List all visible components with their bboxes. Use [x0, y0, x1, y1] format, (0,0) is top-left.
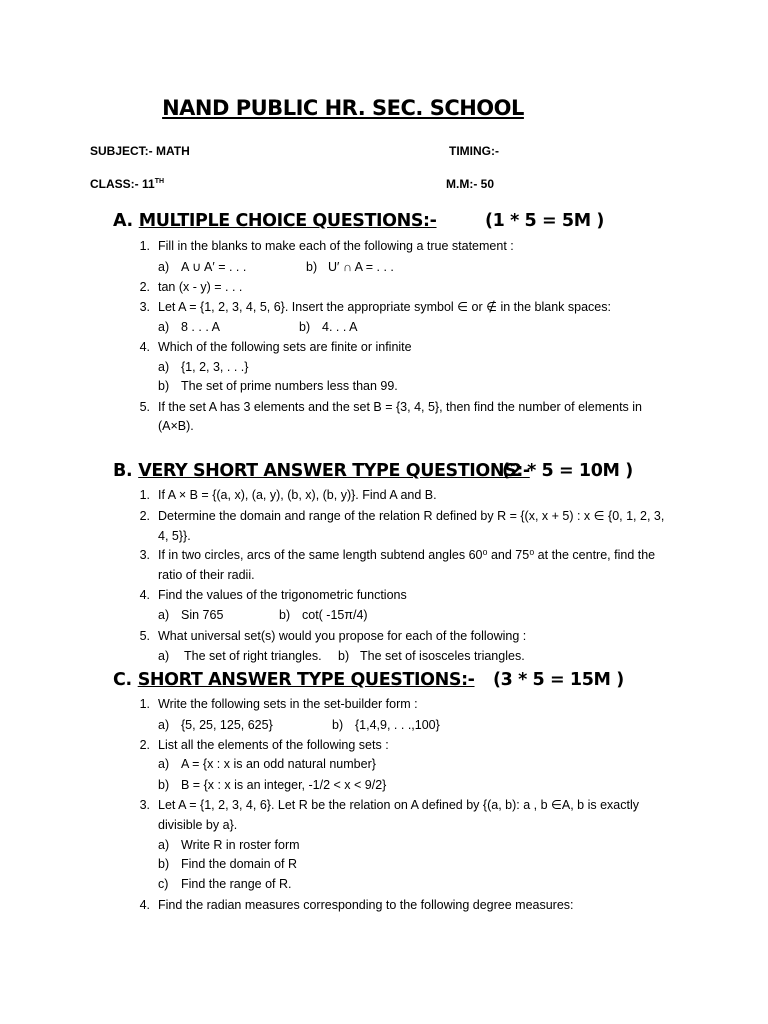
- question-number: 1.: [139, 488, 150, 502]
- question-text: Find the radian measures corresponding to the following degree measures:: [158, 898, 574, 912]
- timing-label: TIMING:-: [449, 144, 499, 158]
- question-number: 4.: [139, 588, 150, 602]
- question-text: tan (x - y) = . . .: [158, 280, 243, 294]
- question-number: 1.: [139, 239, 150, 253]
- option-text: {5, 25, 125, 625}: [181, 718, 273, 732]
- question-text: Write the following sets in the set-builder form :: [158, 697, 418, 711]
- option-label: a): [158, 320, 170, 334]
- option-text: B = {x : x is an integer, -1/2 < x < 9/2}: [181, 778, 387, 792]
- option-text: The set of isosceles triangles.: [360, 649, 525, 663]
- section-a-letter: A.: [113, 211, 133, 231]
- option-text: 4. . . A: [322, 320, 358, 334]
- section-c-title: SHORT ANSWER TYPE QUESTIONS:-: [137, 670, 475, 690]
- section-b-marks: (2 * 5 = 10M ): [502, 461, 633, 481]
- question-text: If in two circles, arcs of the same length subtend angles 60⁰ and 75⁰ at the centre, find the: [158, 548, 656, 562]
- option-text: Find the domain of R: [181, 857, 298, 871]
- question-number: 3.: [139, 300, 150, 314]
- option-text: A ∪ A′ = . . .: [181, 260, 247, 274]
- question-text: If A × B = {(a, x), (a, y), (b, x), (b, y)}. Find A and B.: [158, 488, 437, 502]
- question-text: 4, 5}}.: [158, 529, 191, 543]
- question-number: 3.: [139, 798, 150, 812]
- subject-label: SUBJECT:- MATH: [90, 144, 190, 158]
- class-text: CLASS:- 11: [90, 177, 155, 191]
- option-label: a): [158, 838, 170, 852]
- section-c-marks: (3 * 5 = 15M ): [493, 670, 624, 690]
- question-number: 3.: [139, 548, 150, 562]
- option-label: b): [158, 379, 170, 393]
- question-text: What universal set(s) would you propose for each of the following :: [158, 629, 527, 643]
- question-text: If the set A has 3 elements and the set B = {3, 4, 5}, then find the number of elements in: [158, 400, 642, 414]
- question-text: divisible by a}.: [158, 818, 238, 832]
- option-label: b): [306, 260, 318, 274]
- section-c-letter: C.: [113, 670, 132, 690]
- question-number: 5.: [139, 400, 150, 414]
- option-label: b): [158, 857, 170, 871]
- option-text: U′ ∩ A = . . .: [328, 260, 394, 274]
- class-superscript: TH: [154, 178, 165, 185]
- option-label: a): [158, 608, 170, 622]
- option-label: b): [299, 320, 311, 334]
- option-label: a): [158, 360, 170, 374]
- option-label: b): [279, 608, 291, 622]
- question-text: Let A = {1, 2, 3, 4, 6}. Let R be the relation on A defined by {(a, b): a , b ∈A, b is exactly: [158, 798, 639, 812]
- question-text: Find the values of the trigonometric functions: [158, 588, 407, 602]
- question-text: Which of the following sets are finite or infinite: [158, 340, 412, 354]
- question-text: List all the elements of the following sets :: [158, 738, 389, 752]
- question-number: 5.: [139, 629, 150, 643]
- question-number: 4.: [139, 340, 150, 354]
- question-text: Let A = {1, 2, 3, 4, 5, 6}. Insert the appropriate symbol ∈ or ∉ in the blank spaces:: [158, 300, 611, 314]
- question-text: Fill in the blanks to make each of the following a true statement :: [158, 239, 514, 253]
- option-text: {1, 2, 3, . . .}: [181, 360, 249, 374]
- max-marks-label: M.M:- 50: [446, 177, 494, 191]
- option-label: a): [158, 757, 170, 771]
- option-text: Write R in roster form: [181, 838, 300, 852]
- option-label: a): [158, 718, 170, 732]
- option-text: The set of right triangles.: [184, 649, 322, 663]
- option-text: A = {x : x is an odd natural number}: [181, 757, 376, 771]
- option-text: The set of prime numbers less than 99.: [181, 379, 398, 393]
- section-a-marks: (1 * 5 = 5M ): [485, 211, 605, 231]
- option-text: cot( -15π/4): [302, 608, 368, 622]
- section-b-letter: B.: [113, 461, 133, 481]
- option-label: a): [158, 649, 170, 663]
- section-b-heading: [113, 461, 633, 481]
- class-label: [90, 177, 164, 191]
- question-number: 1.: [139, 697, 150, 711]
- section-c-heading: [113, 670, 624, 690]
- option-text: Sin 765: [181, 608, 224, 622]
- question-text: Determine the domain and range of the relation R defined by R = {(x, x + 5) : x ∈ {0, 1, 2, 3,: [158, 509, 665, 523]
- option-label: b): [332, 718, 344, 732]
- question-number: 2.: [139, 509, 150, 523]
- question-text: ratio of their radii.: [158, 568, 255, 582]
- option-label: b): [158, 778, 170, 792]
- question-number: 2.: [139, 280, 150, 294]
- section-b-title: VERY SHORT ANSWER TYPE QUESTIONS:-: [138, 461, 530, 481]
- option-label: c): [158, 877, 169, 891]
- option-label: b): [338, 649, 350, 663]
- question-number: 2.: [139, 738, 150, 752]
- question-number: 4.: [139, 898, 150, 912]
- option-text: {1,4,9, . . .,100}: [355, 718, 440, 732]
- option-label: a): [158, 260, 170, 274]
- option-text: 8 . . . A: [181, 320, 220, 334]
- question-text: (A×B).: [158, 419, 194, 433]
- option-text: Find the range of R.: [181, 877, 292, 891]
- section-a-title: MULTIPLE CHOICE QUESTIONS:-: [138, 211, 437, 231]
- school-title: NAND PUBLIC HR. SEC. SCHOOL: [162, 96, 524, 120]
- section-a-heading: [113, 211, 605, 231]
